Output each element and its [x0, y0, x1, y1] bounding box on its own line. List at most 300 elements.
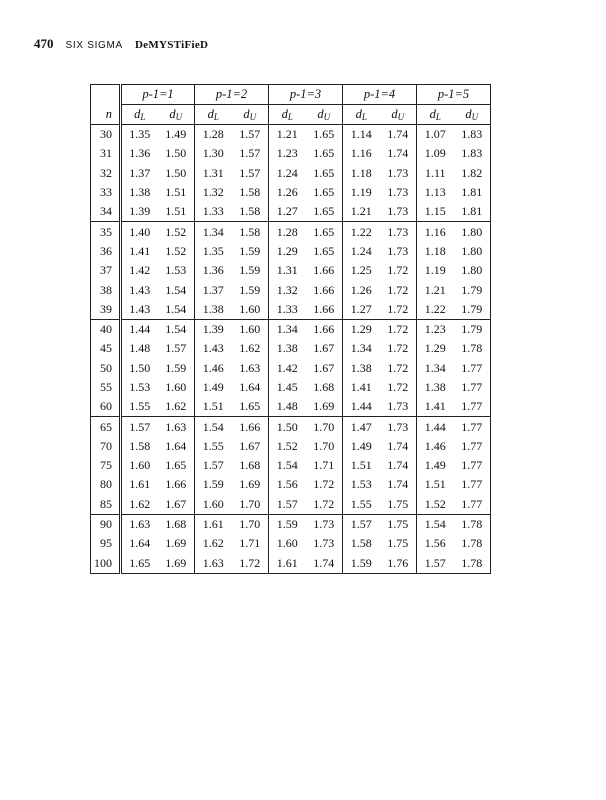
n-cell: 37	[91, 261, 121, 280]
du-cell: 1.58	[232, 202, 269, 222]
du-cell: 1.79	[461, 322, 483, 337]
du-cell: 1.72	[380, 319, 417, 339]
dl-cell: 1.50	[276, 419, 298, 434]
stat-subscript: L	[287, 112, 293, 122]
dl-cell: 1.11	[424, 165, 446, 180]
dl-cell: 1.55	[202, 438, 224, 453]
du-cell: 1.65	[306, 202, 343, 222]
n-cell: 34	[91, 202, 121, 222]
du-cell: 1.66	[306, 319, 343, 339]
du-cell: 1.66	[306, 280, 343, 299]
n-cell: 40	[91, 319, 121, 339]
dl-cell: 1.16	[350, 146, 372, 161]
du-cell: 1.77	[461, 360, 483, 375]
du-cell: 1.80	[461, 243, 483, 258]
du-cell: 1.77	[461, 380, 483, 394]
dl-cell: 1.57	[350, 517, 372, 532]
table-row	[91, 475, 491, 494]
du-cell: 1.60	[232, 319, 269, 339]
du-cell: 1.52	[158, 222, 195, 242]
du-cell: 1.72	[380, 359, 417, 378]
dl-cell: 1.41	[350, 380, 372, 394]
dl-cell: 1.60	[276, 536, 298, 551]
du-cell: 1.73	[380, 202, 417, 222]
dl-cell: 1.29	[276, 243, 298, 258]
dl-cell: 1.51	[424, 477, 446, 492]
dl-cell: 1.44	[343, 397, 380, 417]
dl-cell: 1.50	[129, 360, 151, 375]
n-cell: 95	[91, 534, 121, 553]
dl-cell: 1.35	[202, 243, 224, 258]
stat-symbol: d	[169, 107, 176, 121]
table-row	[91, 144, 491, 163]
dl-cell: 1.58	[129, 438, 151, 453]
dl-cell: 1.40	[129, 224, 151, 239]
dl-cell: 1.29	[350, 322, 372, 337]
table-row	[91, 514, 491, 534]
du-header	[232, 105, 269, 125]
du-cell: 1.54	[158, 280, 195, 299]
du-cell: 1.70	[306, 437, 343, 456]
dl-cell: 1.62	[202, 536, 224, 551]
dl-cell: 1.34	[424, 360, 446, 375]
group-header: p-1=5	[417, 85, 491, 105]
du-cell: 1.74	[380, 437, 417, 456]
dl-cell: 1.54	[276, 458, 298, 473]
du-cell: 1.67	[232, 437, 269, 456]
group-header: p-1=4	[343, 85, 417, 105]
n-header: n	[91, 105, 121, 125]
du-cell: 1.53	[158, 261, 195, 280]
dl-cell: 1.54	[202, 419, 224, 434]
dl-cell: 1.54	[424, 517, 446, 532]
stat-symbol: d	[355, 107, 362, 121]
stat-symbol: d	[317, 107, 324, 121]
du-cell: 1.70	[232, 514, 269, 534]
du-cell: 1.72	[306, 495, 343, 515]
dl-cell: 1.65	[129, 555, 151, 570]
dl-cell: 1.46	[424, 438, 446, 453]
du-cell: 1.73	[380, 242, 417, 261]
dl-cell: 1.43	[121, 300, 158, 320]
dl-cell: 1.49	[350, 438, 372, 453]
du-cell: 1.59	[232, 242, 269, 261]
du-cell: 1.63	[232, 359, 269, 378]
dl-cell: 1.22	[350, 224, 372, 239]
group-header: p-1=3	[269, 85, 343, 105]
du-cell: 1.65	[306, 242, 343, 261]
stat-symbol: d	[429, 107, 436, 121]
du-cell: 1.62	[158, 397, 195, 417]
du-cell: 1.65	[158, 456, 195, 475]
table-row	[91, 378, 491, 397]
dl-cell: 1.60	[129, 458, 151, 473]
du-cell: 1.72	[380, 300, 417, 320]
dl-cell: 1.61	[276, 555, 298, 570]
du-cell: 1.77	[454, 397, 491, 417]
dl-cell: 1.52	[276, 438, 298, 453]
dl-cell: 1.33	[269, 300, 306, 320]
dl-cell: 1.16	[424, 224, 446, 239]
du-cell: 1.60	[158, 378, 195, 397]
dl-cell: 1.46	[202, 360, 224, 375]
du-cell: 1.75	[380, 495, 417, 515]
n-cell: 85	[91, 495, 121, 515]
dl-cell: 1.38	[195, 300, 232, 320]
stat-symbol: d	[465, 107, 472, 121]
du-cell: 1.49	[158, 125, 195, 145]
dl-cell: 1.42	[129, 263, 151, 278]
dl-cell: 1.43	[129, 282, 151, 297]
table-row	[91, 359, 491, 378]
dl-cell: 1.09	[424, 146, 446, 161]
du-cell: 1.75	[380, 534, 417, 553]
dl-cell: 1.61	[202, 517, 224, 532]
dl-cell: 1.43	[202, 341, 224, 356]
du-cell: 1.83	[461, 146, 483, 161]
dl-cell: 1.44	[424, 419, 446, 434]
dl-cell: 1.33	[195, 202, 232, 222]
running-head	[34, 36, 208, 52]
book-title: SIX SIGMA	[65, 40, 123, 51]
dl-cell: 1.64	[129, 536, 151, 551]
du-cell: 1.59	[232, 261, 269, 280]
du-cell: 1.73	[380, 164, 417, 183]
du-cell: 1.80	[461, 263, 483, 278]
n-cell: 50	[91, 359, 121, 378]
du-cell: 1.69	[158, 534, 195, 553]
dl-cell: 1.59	[202, 477, 224, 492]
du-cell: 1.68	[158, 514, 195, 534]
du-cell: 1.73	[306, 514, 343, 534]
du-cell: 1.65	[232, 397, 269, 417]
n-cell: 65	[91, 417, 121, 437]
dl-cell: 1.26	[350, 282, 372, 297]
du-cell: 1.73	[380, 222, 417, 242]
dl-cell: 1.23	[424, 322, 446, 337]
dl-cell: 1.14	[350, 127, 372, 142]
dl-cell: 1.34	[350, 341, 372, 356]
stat-symbol: d	[243, 107, 250, 121]
du-cell: 1.70	[306, 417, 343, 437]
dl-cell: 1.42	[276, 360, 298, 375]
du-cell: 1.66	[306, 261, 343, 280]
dl-cell: 1.38	[129, 185, 151, 200]
du-cell: 1.71	[232, 534, 269, 553]
du-cell: 1.50	[158, 144, 195, 163]
dl-cell: 1.61	[129, 477, 151, 492]
du-cell: 1.54	[158, 319, 195, 339]
du-cell: 1.81	[461, 185, 483, 200]
table-row	[91, 300, 491, 320]
du-cell: 1.79	[454, 300, 491, 320]
group-header: p-1=2	[195, 85, 269, 105]
stat-subscript: L	[435, 112, 441, 122]
du-cell: 1.77	[454, 495, 491, 515]
table-row	[91, 554, 491, 574]
dl-cell: 1.15	[417, 202, 454, 222]
dl-cell: 1.55	[121, 397, 158, 417]
du-cell: 1.72	[232, 554, 269, 574]
dl-cell: 1.55	[343, 495, 380, 515]
dl-cell: 1.48	[129, 341, 151, 356]
dl-cell: 1.24	[276, 165, 298, 180]
dl-cell: 1.38	[350, 360, 372, 375]
n-cell: 80	[91, 475, 121, 494]
column-header-row	[91, 105, 491, 125]
du-cell: 1.80	[461, 224, 483, 239]
du-cell: 1.72	[380, 339, 417, 358]
du-header	[306, 105, 343, 125]
dl-cell: 1.51	[195, 397, 232, 417]
dl-cell: 1.28	[202, 127, 224, 142]
du-cell: 1.75	[380, 514, 417, 534]
stat-subscript: U	[397, 112, 405, 122]
group-header: p-1=1	[121, 85, 195, 105]
du-cell: 1.69	[158, 554, 195, 574]
group-header-row	[91, 85, 491, 105]
dl-cell: 1.41	[417, 397, 454, 417]
table-row	[91, 183, 491, 202]
du-cell: 1.79	[461, 282, 483, 297]
du-cell: 1.57	[158, 339, 195, 358]
du-cell: 1.77	[461, 458, 483, 473]
dl-cell: 1.53	[129, 380, 151, 394]
dl-cell: 1.60	[195, 495, 232, 515]
dl-cell: 1.32	[276, 282, 298, 297]
du-cell: 1.74	[380, 475, 417, 494]
n-cell: 70	[91, 437, 121, 456]
table-row	[91, 242, 491, 261]
du-cell: 1.63	[158, 417, 195, 437]
dl-cell: 1.38	[424, 380, 446, 394]
dl-cell: 1.56	[276, 477, 298, 492]
du-cell: 1.68	[306, 378, 343, 397]
n-cell: 32	[91, 164, 121, 183]
du-cell: 1.64	[232, 378, 269, 397]
table-row	[91, 495, 491, 515]
page-number: 470	[34, 36, 54, 51]
dl-cell: 1.34	[202, 224, 224, 239]
dl-cell: 1.36	[129, 146, 151, 161]
du-cell: 1.60	[232, 300, 269, 320]
dl-cell: 1.24	[350, 243, 372, 258]
dl-cell: 1.48	[269, 397, 306, 417]
dl-cell: 1.27	[343, 300, 380, 320]
n-cell: 45	[91, 339, 121, 358]
table-row	[91, 397, 491, 417]
stat-symbol: d	[134, 107, 141, 121]
dl-cell: 1.21	[343, 202, 380, 222]
du-cell: 1.78	[461, 555, 483, 570]
dl-cell: 1.25	[350, 263, 372, 278]
du-cell: 1.74	[306, 554, 343, 574]
dl-cell: 1.53	[350, 477, 372, 492]
du-cell: 1.66	[158, 475, 195, 494]
stat-symbol: d	[281, 107, 288, 121]
dl-cell: 1.49	[424, 458, 446, 473]
du-cell: 1.67	[306, 359, 343, 378]
dl-cell: 1.35	[129, 127, 151, 142]
dl-header	[195, 105, 232, 125]
dl-cell: 1.36	[202, 263, 224, 278]
dl-cell: 1.57	[424, 555, 446, 570]
dl-cell: 1.44	[129, 322, 151, 337]
du-cell: 1.65	[306, 125, 343, 145]
du-cell: 1.83	[461, 127, 483, 142]
du-cell: 1.68	[232, 456, 269, 475]
dl-cell: 1.28	[276, 224, 298, 239]
dl-cell: 1.59	[350, 555, 372, 570]
du-cell: 1.72	[380, 261, 417, 280]
du-cell: 1.73	[380, 397, 417, 417]
dl-cell: 1.27	[269, 202, 306, 222]
dl-cell: 1.13	[424, 185, 446, 200]
corner-cell	[91, 85, 121, 105]
n-cell: 30	[91, 125, 121, 145]
dl-cell: 1.41	[129, 243, 151, 258]
table-row	[91, 417, 491, 437]
dl-cell: 1.29	[424, 341, 446, 356]
stat-symbol: d	[207, 107, 214, 121]
du-cell: 1.58	[232, 183, 269, 202]
stat-subscript: L	[140, 112, 146, 122]
du-cell: 1.70	[232, 495, 269, 515]
n-cell: 33	[91, 183, 121, 202]
du-cell: 1.57	[232, 164, 269, 183]
dl-cell: 1.32	[202, 185, 224, 200]
dl-cell: 1.38	[276, 341, 298, 356]
du-cell: 1.82	[461, 165, 483, 180]
n-cell: 35	[91, 222, 121, 242]
dl-cell: 1.18	[424, 243, 446, 258]
dl-cell: 1.56	[424, 536, 446, 551]
du-header	[158, 105, 195, 125]
dl-cell: 1.19	[350, 185, 372, 200]
du-cell: 1.52	[158, 242, 195, 261]
du-cell: 1.77	[461, 438, 483, 453]
dl-cell: 1.23	[276, 146, 298, 161]
table-row	[91, 125, 491, 145]
table-row	[91, 339, 491, 358]
dl-cell: 1.57	[129, 419, 151, 434]
du-cell: 1.66	[306, 300, 343, 320]
durbin-watson-table	[90, 84, 491, 574]
du-cell: 1.77	[461, 477, 483, 492]
du-cell: 1.64	[158, 437, 195, 456]
du-cell: 1.57	[232, 144, 269, 163]
dl-cell: 1.52	[417, 495, 454, 515]
n-cell: 60	[91, 397, 121, 417]
stat-subscript: L	[213, 112, 219, 122]
dl-cell: 1.30	[202, 146, 224, 161]
du-cell: 1.81	[454, 202, 491, 222]
n-cell: 90	[91, 514, 121, 534]
dl-cell: 1.31	[276, 263, 298, 278]
table-body	[91, 125, 491, 574]
stat-subscript: U	[323, 112, 331, 122]
dl-cell: 1.45	[276, 380, 298, 394]
n-cell: 36	[91, 242, 121, 261]
dl-header	[121, 105, 158, 125]
du-cell: 1.77	[461, 419, 483, 434]
dl-cell: 1.62	[121, 495, 158, 515]
dl-cell: 1.63	[129, 517, 151, 532]
du-header	[454, 105, 491, 125]
du-cell: 1.74	[380, 456, 417, 475]
dl-cell: 1.37	[129, 165, 151, 180]
dl-cell: 1.59	[276, 517, 298, 532]
stat-subscript: U	[249, 112, 257, 122]
du-cell: 1.58	[232, 222, 269, 242]
du-cell: 1.76	[380, 554, 417, 574]
dl-cell: 1.51	[350, 458, 372, 473]
du-cell: 1.72	[380, 378, 417, 397]
du-cell: 1.50	[158, 164, 195, 183]
du-cell: 1.62	[232, 339, 269, 358]
table-row	[91, 280, 491, 299]
du-cell: 1.54	[158, 300, 195, 320]
table-row	[91, 319, 491, 339]
book-subtitle: DeMYSTiFieD	[134, 39, 209, 51]
stat-subscript: L	[361, 112, 367, 122]
table-row	[91, 437, 491, 456]
n-cell: 75	[91, 456, 121, 475]
n-cell: 38	[91, 280, 121, 299]
table-row	[91, 261, 491, 280]
du-cell: 1.67	[306, 339, 343, 358]
stat-symbol: d	[391, 107, 398, 121]
dl-cell: 1.39	[121, 202, 158, 222]
du-cell: 1.73	[380, 183, 417, 202]
table-row	[91, 164, 491, 183]
du-cell: 1.59	[158, 359, 195, 378]
du-cell: 1.67	[158, 495, 195, 515]
du-cell: 1.65	[306, 222, 343, 242]
table-row	[91, 202, 491, 222]
du-cell: 1.71	[306, 456, 343, 475]
du-cell: 1.74	[380, 144, 417, 163]
du-cell: 1.78	[461, 536, 483, 551]
n-cell: 55	[91, 378, 121, 397]
dl-cell: 1.21	[424, 282, 446, 297]
dl-cell: 1.57	[269, 495, 306, 515]
du-cell: 1.78	[461, 341, 483, 356]
du-cell: 1.57	[232, 125, 269, 145]
du-cell: 1.78	[461, 517, 483, 532]
dl-header	[269, 105, 306, 125]
du-cell: 1.51	[158, 202, 195, 222]
du-cell: 1.59	[232, 280, 269, 299]
du-cell: 1.72	[380, 280, 417, 299]
du-cell: 1.65	[306, 164, 343, 183]
n-cell: 31	[91, 144, 121, 163]
dl-cell: 1.47	[350, 419, 372, 434]
du-cell: 1.72	[306, 475, 343, 494]
dl-cell: 1.26	[276, 185, 298, 200]
dl-cell: 1.07	[424, 127, 446, 142]
du-cell: 1.74	[380, 125, 417, 145]
dl-cell: 1.21	[276, 127, 298, 142]
stat-subscript: U	[175, 112, 183, 122]
dl-cell: 1.39	[202, 322, 224, 337]
dl-cell: 1.22	[417, 300, 454, 320]
dl-cell: 1.31	[202, 165, 224, 180]
dl-header	[417, 105, 454, 125]
dl-cell: 1.18	[350, 165, 372, 180]
du-cell: 1.69	[306, 397, 343, 417]
dl-cell: 1.37	[202, 282, 224, 297]
